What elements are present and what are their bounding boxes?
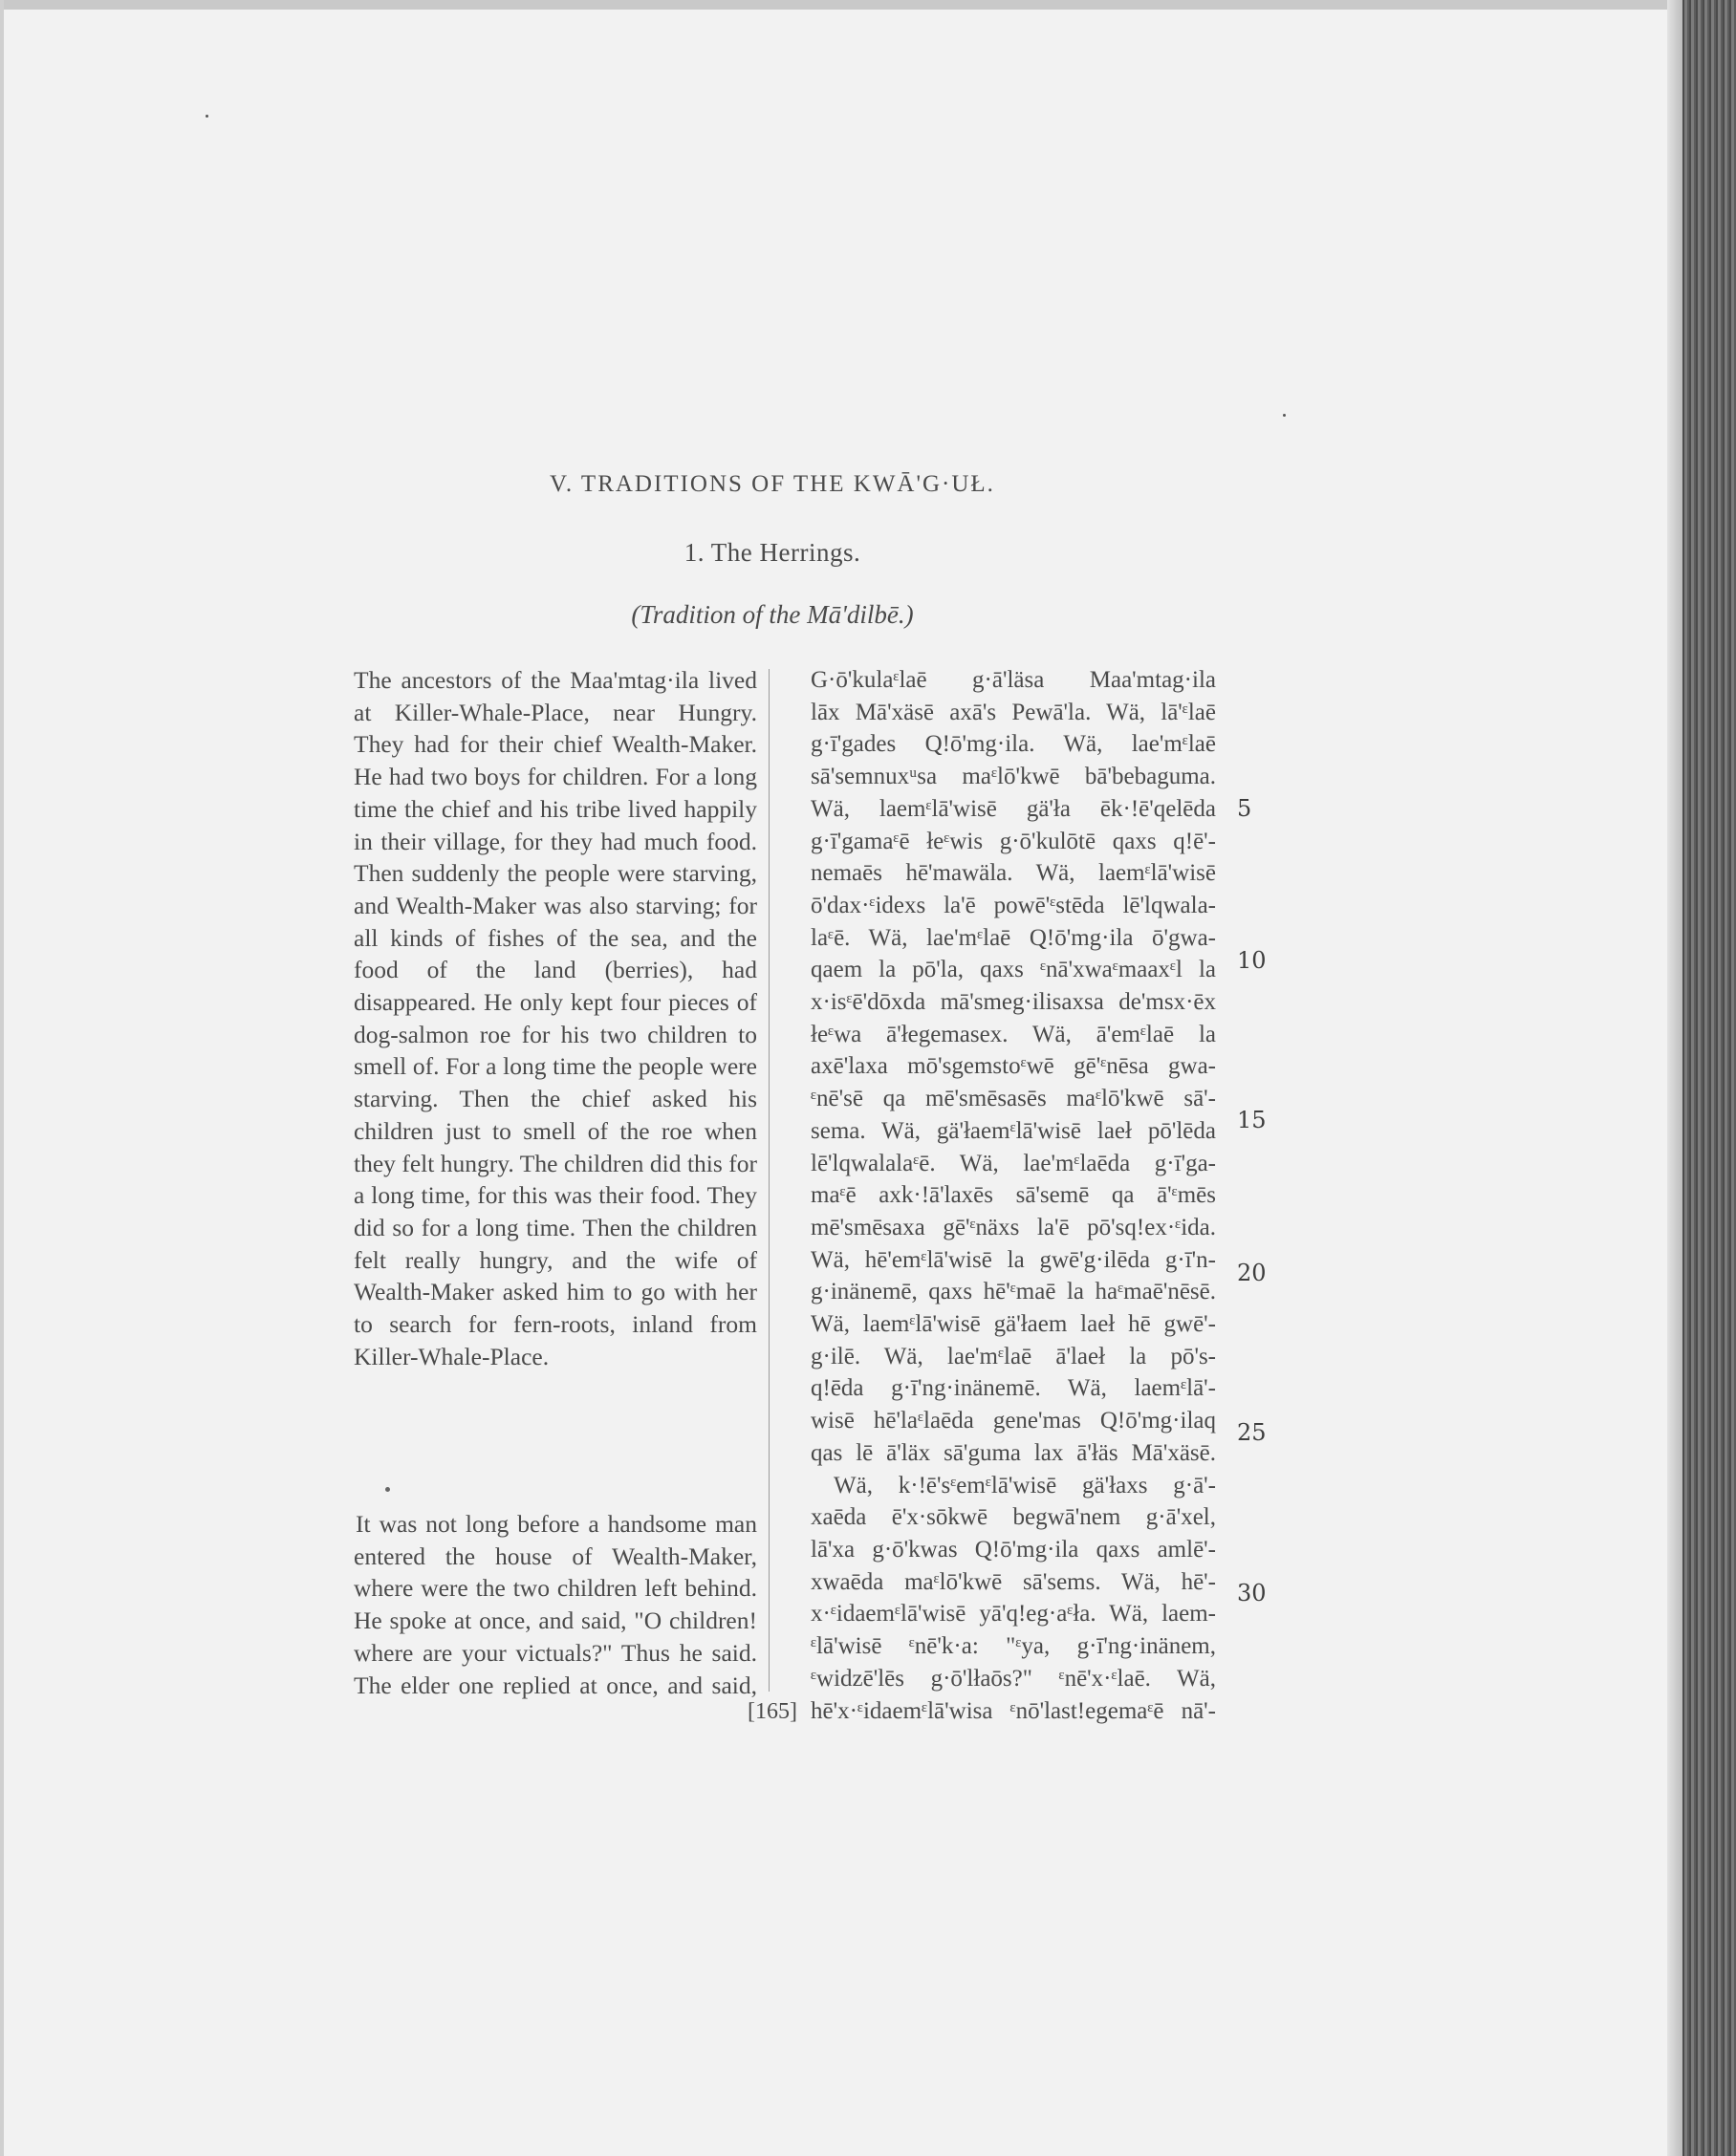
line-number: 30 (1237, 1580, 1267, 1606)
text-line: Wä, k·!ē'sᵋemᵋlā'wisē gä'łaxs g·ā'- (834, 1472, 1216, 1498)
line-number: 20 (1237, 1260, 1267, 1286)
text-line: Wä, laemᵋlā'wisē gä'łaem laeł hē gwē'- (811, 1311, 1216, 1338)
line-number: 10 (1237, 947, 1267, 974)
text-line: g·ilē. Wä, lae'mᵋlaē ā'laeł la pō's- (811, 1343, 1216, 1369)
text-line: sā'semnuxᵘsa maᵋlō'kwē bā'bebaguma. (811, 764, 1216, 790)
text-line: mē'smēsaxa gē'ᵋnäxs la'ē pō'sq!ex·ᵋida. (811, 1214, 1216, 1240)
story-title: 1. The Herrings. (684, 538, 861, 567)
text-line: Wä, laemᵋlā'wisē gä'ła ēk·!ē'qelēda (811, 795, 1216, 822)
text-line: hē'x·ᵋidaemᵋlā'wisa ᵋnō'last!egemaᵋē nā'- (811, 1697, 1216, 1724)
line-number: 15 (1237, 1107, 1267, 1133)
text-line: lāx Mā'xäsē axā's Pewā'la. Wä, lā'ᵋlaē (811, 699, 1216, 725)
text-line: Wä, hē'emᵋlā'wisē la gwē'g·ilēda g·ī'n- (811, 1246, 1216, 1273)
section-mark (385, 1487, 390, 1492)
text-line: xwaēda maᵋlō'kwē sā'sems. Wä, hē'- (811, 1568, 1216, 1595)
line-number: 5 (1237, 795, 1252, 822)
text-line: lā'xa g·ō'kwas Q!ō'mg·ila qaxs amlē'- (811, 1536, 1216, 1563)
text-line: sema. Wä, gä'łaemᵋlā'wisē laeł pō'lēda (811, 1117, 1216, 1144)
text-line: wisē hē'laᵋlaēda gene'mas Q!ō'mg·ilaq (811, 1408, 1216, 1434)
text-line: ᵋlā'wisē ᵋnē'k·a: "ᵋya, g·ī'ng·inänem, (811, 1633, 1216, 1660)
text-line: G·ō'kulaᵋlaē g·ā'läsa Maa'mtag·ila (811, 667, 1216, 693)
text-line: lē'lqwalalaᵋē. Wä, lae'mᵋlaēda g·ī'ga- (811, 1150, 1216, 1176)
scan-left-edge (0, 0, 4, 2156)
section-title: V. TRADITIONS OF THE KWĀ'G·UŁ. (550, 471, 995, 497)
text-line: ᵋnē'sē qa mē'smēsasēs maᵋlō'kwē sā'- (811, 1086, 1216, 1112)
scan-top-edge (0, 0, 1736, 10)
page-stack-shadow (1667, 0, 1682, 2156)
line-number: 25 (1237, 1419, 1267, 1446)
page-number: [165] (748, 1699, 797, 1724)
english-column-upper (354, 664, 757, 1372)
text-line: laᵋē. Wä, lae'mᵋlaē Q!ō'mg·ila ō'gwa- (811, 924, 1216, 951)
text-line: g·ī'gamaᵋē łeᵋwis g·ō'kulōtē qaxs q!ē'- (811, 828, 1216, 854)
text-line: nemaēs hē'mawäla. Wä, laemᵋlā'wisē (811, 860, 1216, 887)
text-line: q!ēda g·ī'ng·inänemē. Wä, laemᵋlā'- (811, 1375, 1216, 1402)
english-paragraph: The ancestors of the Maa'mtag·ila lived at Killer-Whale-Place, near Hungry. They had for their chief Wealth-Maker. He had two boys for children. For a long time the chief and his tribe lived happily in their village, for they had much food. Then suddenly the people were starving, and Wealth-Maker was also starving; for all kinds of fishes of the sea, and the food of the land (berries), had disappeared. He only kept four pieces of dog-salmon roe for his two children to smell of. For a long time the people were starving. Then the chief asked his children just to smell of the roe when they felt hungry. The children did this for a long time, for this was their food. They did so for a long time. Then the children felt really hungry, and the wife of Wealth-Maker asked him to go with her to search for fern-roots, inland from Killer-Whale-Place. (354, 666, 757, 1370)
text-line: axē'laxa mō'sgemstoᵋwē gē'ᵋnēsa gwa- (811, 1053, 1216, 1080)
text-line: xaēda ē'x·sōkwē begwā'nem g·ā'xel, (811, 1504, 1216, 1531)
text-line: łeᵋwa ā'łegemasex. Wä, ā'emᵋlaē la (811, 1021, 1216, 1047)
text-line: g·ī'gades Q!ō'mg·ila. Wä, lae'mᵋlaē (811, 731, 1216, 758)
scan-speck (206, 115, 208, 118)
text-line: g·inänemē, qaxs hē'ᵋmaē la haᵋmaē'nēsē. (811, 1279, 1216, 1305)
column-divider (769, 669, 770, 1692)
page-stack-edge (1682, 0, 1736, 2156)
kwakiutl-column (811, 664, 1216, 1727)
text-line: ᵋwidzē'lēs g·ō'lłaōs?" ᵋnē'x·ᵋlaē. Wä, (811, 1665, 1216, 1692)
story-subtitle: (Tradition of the Mā'dilbē.) (631, 600, 914, 629)
text-line: qas lē ā'läx sā'guma lax ā'łäs Mā'xäsē. (811, 1439, 1216, 1466)
english-column-lower (354, 1508, 757, 1701)
text-line: qaem la pō'la, qaxs ᵋnā'xwaᵋmaaxᵋl la (811, 957, 1216, 983)
english-paragraph: It was not long before a handsome man entered the house of Wealth-Maker, where were the two children left behind. He spoke at once, and said, "O children! where are your victuals?" Thus he said. The elder one replied at once, and said, (354, 1510, 757, 1699)
text-line: maᵋē axk·!ā'laxēs sā'semē qa ā'ᵋmēs (811, 1182, 1216, 1209)
text-line: x·isᵋē'dōxda mā'smeg·ilisaxsa de'msx·ēx (811, 989, 1216, 1016)
text-line: ō'dax·ᵋidexs la'ē powē'ᵋstēda lē'lqwala- (811, 892, 1216, 918)
scan-speck (1283, 414, 1286, 417)
text-line: x·ᵋidaemᵋlā'wisē yā'q!eg·aᵋła. Wä, laem- (811, 1601, 1216, 1628)
